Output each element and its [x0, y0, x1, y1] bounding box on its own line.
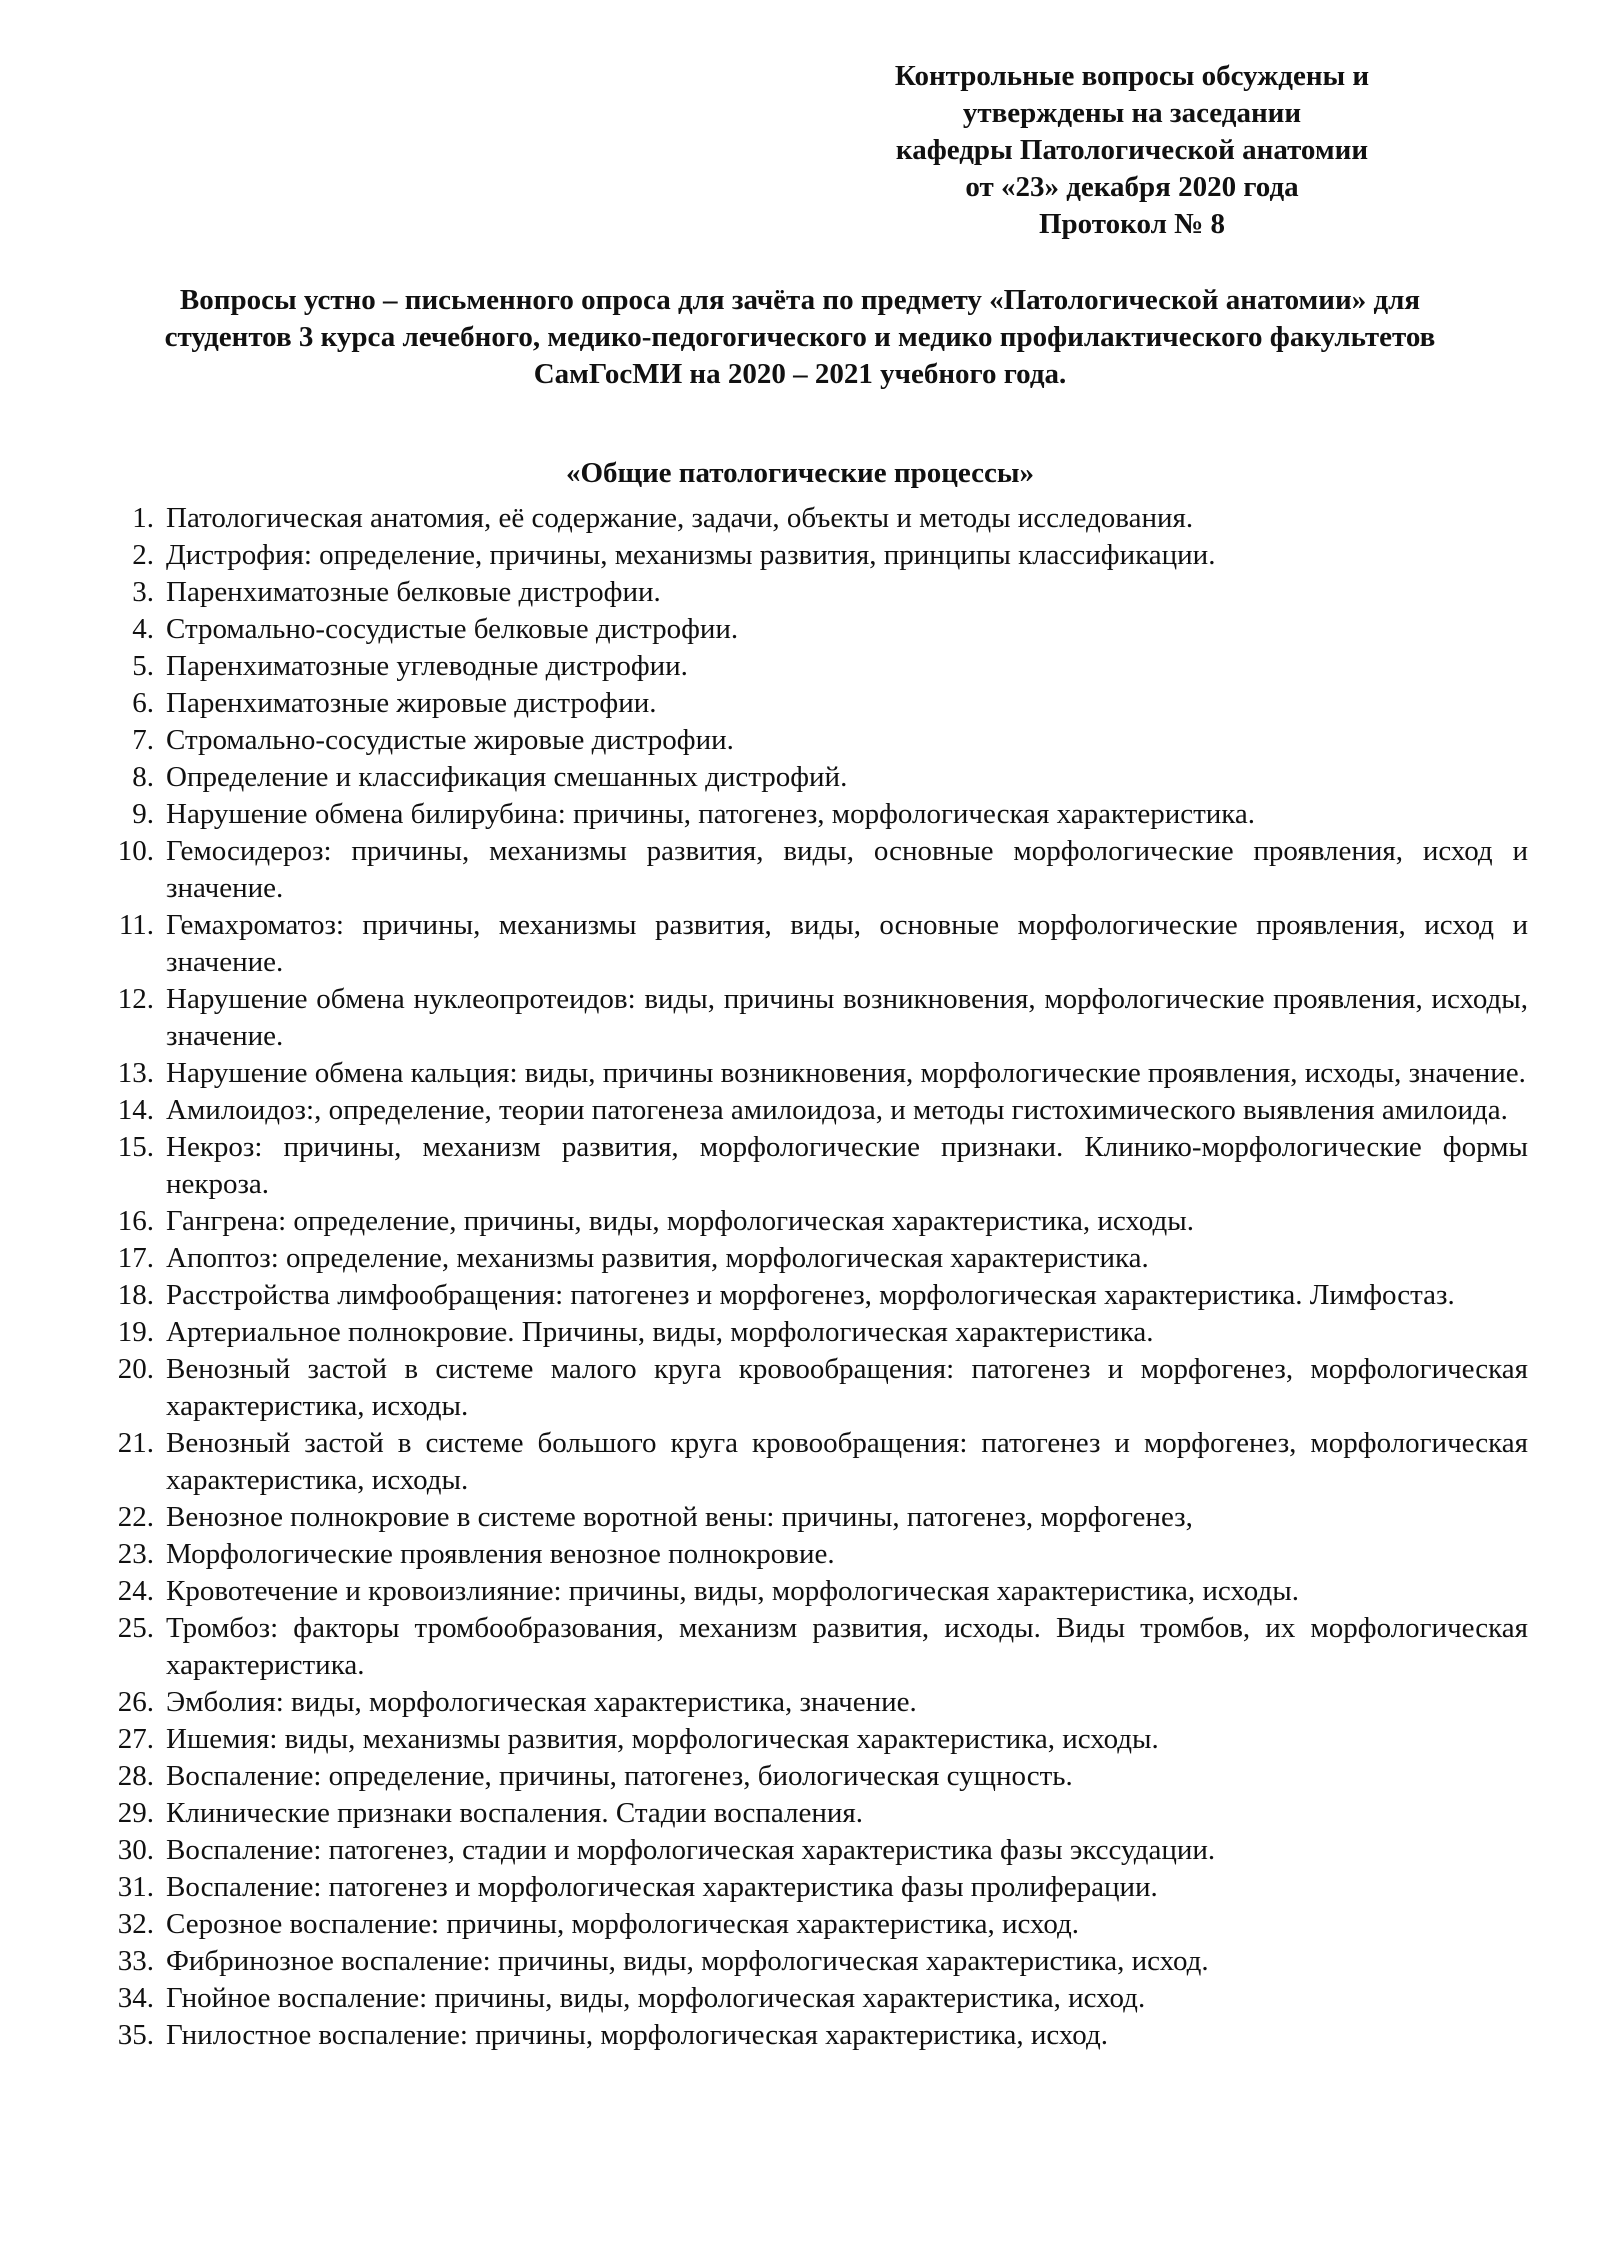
question-text: Фибринозное воспаление: причины, виды, морфологическая характеристика, исход.	[166, 1945, 1209, 1977]
question-text: Клинические признаки воспаления. Стадии воспаления.	[166, 1797, 863, 1829]
question-text: Некроз: причины, механизм развития, морфологические признаки. Клинико-морфологические формы некроза.	[166, 1131, 1528, 1200]
question-text: Артериальное полнокровие. Причины, виды, морфологическая характеристика.	[166, 1316, 1154, 1348]
question-item	[90, 611, 1528, 648]
question-number: 32.	[117, 1908, 154, 1940]
question-text: Ишемия: виды, механизмы развития, морфологическая характеристика, исходы.	[166, 1723, 1159, 1755]
question-text: Морфологические проявления венозное полнокровие.	[166, 1538, 835, 1570]
question-number: 10.	[117, 835, 154, 867]
question-text: Кровотечение и кровоизлияние: причины, виды, морфологическая характеристика, исходы.	[166, 1575, 1299, 1607]
question-item	[90, 1277, 1528, 1314]
question-text: Патологическая анатомия, её содержание, задачи, объекты и методы исследования.	[166, 502, 1194, 534]
question-number: 17.	[117, 1242, 154, 1274]
question-number: 25.	[117, 1612, 154, 1644]
question-text: Нарушение обмена билирубина: причины, патогенез, морфологическая характеристика.	[166, 798, 1256, 830]
question-text: Определение и классификация смешанных дистрофий.	[166, 761, 848, 793]
question-text: Воспаление: патогенез, стадии и морфологическая характеристика фазы экссудации.	[166, 1834, 1216, 1866]
heading-line: СамГосМИ на 2020 – 2021 учебного года.	[533, 358, 1067, 390]
question-number: 15.	[117, 1131, 154, 1163]
question-text: Амилоидоз:, определение, теории патогенеза амилоидоза, и методы гистохимического выявления амилоида.	[166, 1094, 1508, 1126]
question-number: 3.	[132, 576, 154, 608]
question-number: 21.	[117, 1427, 154, 1459]
question-item	[90, 981, 1528, 1055]
question-item	[90, 1203, 1528, 1240]
question-item	[90, 759, 1528, 796]
question-number: 22.	[117, 1501, 154, 1533]
section-title: «Общие патологические процессы»	[565, 457, 1035, 489]
question-item	[90, 1425, 1528, 1499]
question-number: 27.	[117, 1723, 154, 1755]
question-text: Расстройства лимфообращения: патогенез и морфогенез, морфологическая характеристика. Лимфостаз.	[166, 1279, 1455, 1311]
question-item	[90, 648, 1528, 685]
question-item	[90, 722, 1528, 759]
question-number: 4.	[132, 613, 154, 645]
question-number: 33.	[117, 1945, 154, 1977]
question-text: Гнойное воспаление: причины, виды, морфологическая характеристика, исход.	[166, 1982, 1146, 2014]
question-number: 30.	[117, 1834, 154, 1866]
question-number: 6.	[132, 687, 154, 719]
question-number: 31.	[117, 1871, 154, 1903]
question-number: 13.	[117, 1057, 154, 1089]
question-number: 9.	[132, 798, 154, 830]
question-item	[90, 1721, 1528, 1758]
question-text: Нарушение обмена кальция: виды, причины возникновения, морфологические проявления, исходы, значение.	[166, 1057, 1526, 1089]
question-item	[90, 537, 1528, 574]
question-number: 35.	[117, 2019, 154, 2051]
heading-line: Вопросы устно – письменного опроса для зачёта по предмету «Патологической анатомии» для	[179, 284, 1421, 316]
question-number: 29.	[117, 1797, 154, 1829]
question-text: Паренхиматозные углеводные дистрофии.	[166, 650, 688, 682]
question-item	[90, 1240, 1528, 1277]
question-text: Гангрена: определение, причины, виды, морфологическая характеристика, исходы.	[166, 1205, 1194, 1237]
question-text: Гемахроматоз: причины, механизмы развития, виды, основные морфологические проявления, исход и значение.	[166, 909, 1528, 978]
question-item	[90, 1351, 1528, 1425]
question-number: 12.	[117, 983, 154, 1015]
question-text: Гемосидероз: причины, механизмы развития, виды, основные морфологические проявления, исход и значение.	[166, 835, 1528, 904]
question-text: Нарушение обмена нуклеопротеидов: виды, причины возникновения, морфологические проявления, исходы, значение.	[166, 983, 1528, 1052]
approval-line: Протокол № 8	[1038, 208, 1226, 240]
question-number: 20.	[117, 1353, 154, 1385]
question-item	[90, 1795, 1528, 1832]
question-text: Серозное воспаление: причины, морфологическая характеристика, исход.	[166, 1908, 1080, 1940]
question-text: Дистрофия: определение, причины, механизмы развития, принципы классификации.	[166, 539, 1216, 571]
question-item	[90, 833, 1528, 907]
question-number: 28.	[117, 1760, 154, 1792]
question-item	[90, 1832, 1528, 1869]
question-number: 14.	[117, 1094, 154, 1126]
question-text: Стромально-сосудистые жировые дистрофии.	[166, 724, 734, 756]
question-number: 8.	[132, 761, 154, 793]
question-number: 2.	[132, 539, 154, 571]
question-item	[90, 2017, 1528, 2054]
question-number: 5.	[132, 650, 154, 682]
question-item	[90, 1684, 1528, 1721]
approval-line: кафедры Патологической анатомии	[895, 134, 1369, 166]
question-text: Венозный застой в системе малого круга кровообращения: патогенез и морфогенез, морфологическая характеристика, исходы.	[166, 1353, 1528, 1422]
question-number: 16.	[117, 1205, 154, 1237]
question-text: Стромально-сосудистые белковые дистрофии.	[166, 613, 739, 645]
question-number: 19.	[117, 1316, 154, 1348]
question-text: Эмболия: виды, морфологическая характеристика, значение.	[166, 1686, 917, 1718]
question-item	[90, 1758, 1528, 1795]
question-number: 7.	[132, 724, 154, 756]
question-text: Воспаление: патогенез и морфологическая характеристика фазы пролиферации.	[166, 1871, 1158, 1903]
question-item	[90, 1314, 1528, 1351]
approval-note	[842, 58, 1422, 243]
question-item	[90, 1092, 1528, 1129]
question-item	[90, 1499, 1528, 1536]
question-number: 26.	[117, 1686, 154, 1718]
question-item	[90, 574, 1528, 611]
question-item	[90, 1869, 1528, 1906]
question-item	[90, 1055, 1528, 1092]
document-heading	[70, 282, 1530, 393]
question-item	[90, 1536, 1528, 1573]
approval-line: утверждены на заседании	[962, 97, 1302, 129]
question-number: 18.	[117, 1279, 154, 1311]
question-number: 24.	[117, 1575, 154, 1607]
question-item	[90, 1610, 1528, 1684]
question-item	[90, 796, 1528, 833]
question-number: 11.	[118, 909, 154, 941]
question-item	[90, 685, 1528, 722]
question-item	[90, 1906, 1528, 1943]
question-text: Венозный застой в системе большого круга кровообращения: патогенез и морфогенез, морфологическая характеристика, исходы.	[166, 1427, 1528, 1496]
question-text: Венозное полнокровие в системе воротной вены: причины, патогенез, морфогенез,	[166, 1501, 1193, 1533]
question-text: Гнилостное воспаление: причины, морфологическая характеристика, исход.	[166, 2019, 1108, 2051]
question-text: Апоптоз: определение, механизмы развития, морфологическая характеристика.	[166, 1242, 1149, 1274]
question-text: Тромбоз: факторы тромбообразования, механизм развития, исходы. Виды тромбов, их морфологическая характеристика.	[166, 1612, 1528, 1681]
heading-line: студентов 3 курса лечебного, медико-педогогического и медико профилактического факультетов	[164, 321, 1436, 353]
question-text: Паренхиматозные белковые дистрофии.	[166, 576, 661, 608]
question-item	[90, 1573, 1528, 1610]
approval-line: от «23» декабря 2020 года	[965, 171, 1299, 203]
question-item	[90, 1129, 1528, 1203]
question-number: 1.	[132, 502, 154, 534]
approval-line: Контрольные вопросы обсуждены и	[894, 60, 1370, 92]
question-list	[90, 500, 1528, 2054]
question-number: 23.	[117, 1538, 154, 1570]
question-text: Паренхиматозные жировые дистрофии.	[166, 687, 657, 719]
question-item	[90, 500, 1528, 537]
question-item	[90, 1980, 1528, 2017]
question-item	[90, 907, 1528, 981]
question-item	[90, 1943, 1528, 1980]
question-number: 34.	[117, 1982, 154, 2014]
question-text: Воспаление: определение, причины, патогенез, биологическая сущность.	[166, 1760, 1073, 1792]
